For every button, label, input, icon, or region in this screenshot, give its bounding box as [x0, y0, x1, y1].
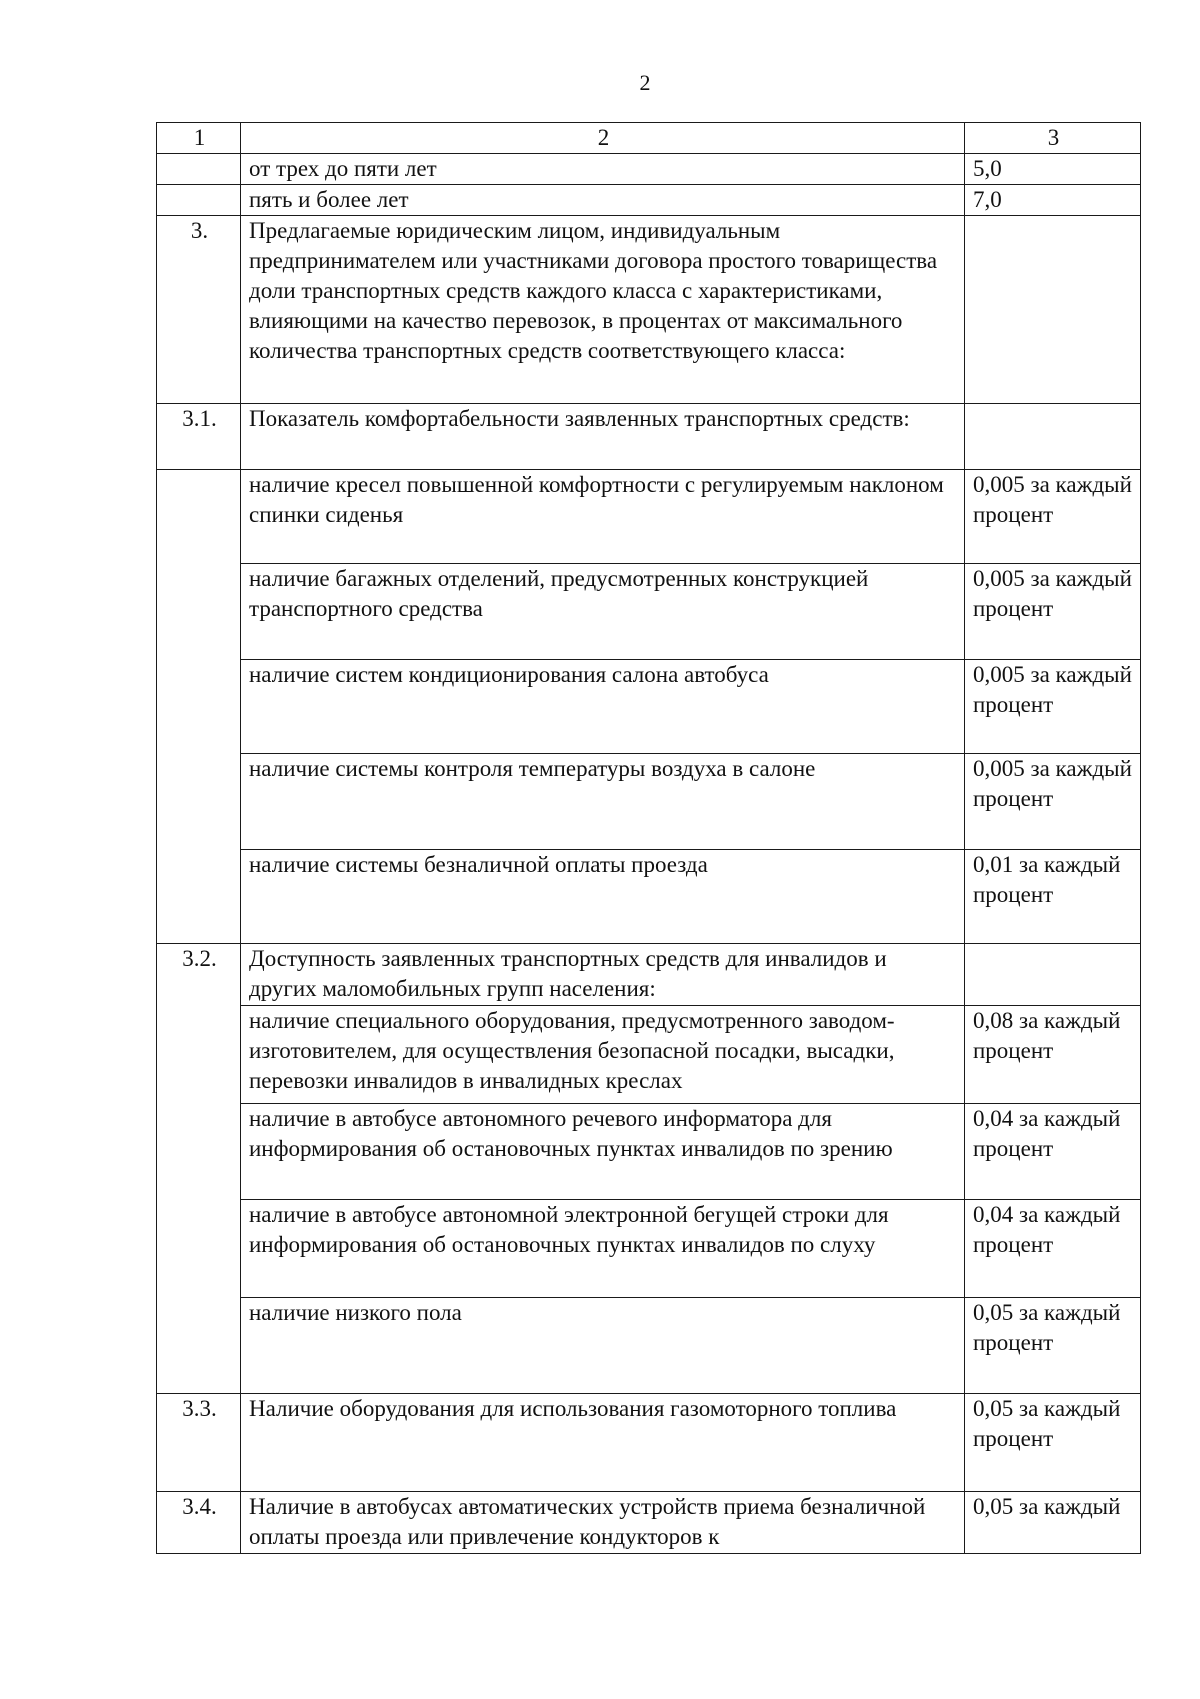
table-row: [157, 850, 1141, 944]
row-criterion: Предлагаемые юридическим лицом, индивидуальным предпринимателем или участниками договора простого товарищества доли транспортных средств каждого класса с характеристиками, влияющими на качество перевозок, в процентах от максимального количества транспортных средств соответствующего класса:: [241, 216, 965, 404]
row-value: [965, 404, 1141, 470]
row-value: [965, 216, 1141, 404]
row-criterion: наличие систем кондиционирования салона автобуса: [241, 660, 965, 754]
row-value: 0,04 за каждый процент: [965, 1104, 1141, 1200]
table-row: [157, 564, 1141, 660]
row-value: 0,05 за каждый процент: [965, 1394, 1141, 1492]
row-criterion: Доступность заявленных транспортных средств для инвалидов и других маломобильных групп населения:: [241, 944, 965, 1006]
table-header-row: [157, 123, 1141, 154]
row-value: 5,0: [965, 154, 1141, 185]
criteria-table: [156, 122, 1141, 1554]
row-criterion: от трех до пяти лет: [241, 154, 965, 185]
row-criterion: наличие в автобусе автономной электронной бегущей строки для информирования об остановочных пунктах инвалидов по слуху: [241, 1200, 965, 1298]
table-row: [157, 1104, 1141, 1200]
row-value: 0,005 за каждый процент: [965, 470, 1141, 564]
row-criterion: наличие системы контроля температуры воздуха в салоне: [241, 754, 965, 850]
row-criterion: Показатель комфортабельности заявленных транспортных средств:: [241, 404, 965, 470]
row-value: 7,0: [965, 185, 1141, 216]
table-row: [157, 660, 1141, 754]
column-header: 1: [157, 123, 241, 154]
table-row: [157, 404, 1141, 470]
table-row: [157, 944, 1141, 1006]
row-criterion: Наличие оборудования для использования газомоторного топлива: [241, 1394, 965, 1492]
row-value: 0,01 за каждый процент: [965, 850, 1141, 944]
row-value: [965, 944, 1141, 1006]
row-number: [157, 154, 241, 185]
table-row: [157, 1492, 1141, 1554]
row-value: 0,005 за каждый процент: [965, 660, 1141, 754]
table-row: [157, 1394, 1141, 1492]
row-value: 0,05 за каждый процент: [965, 1298, 1141, 1394]
column-header: 3: [965, 123, 1141, 154]
row-number: 3.1.: [157, 404, 241, 470]
table-row: [157, 1298, 1141, 1394]
row-number: 3.2.: [157, 944, 241, 1394]
row-criterion: наличие багажных отделений, предусмотренных конструкцией транспортного средства: [241, 564, 965, 660]
column-header: 2: [241, 123, 965, 154]
row-criterion: наличие кресел повышенной комфортности с регулируемым наклоном спинки сиденья: [241, 470, 965, 564]
row-number: [157, 470, 241, 944]
row-value: 0,005 за каждый процент: [965, 564, 1141, 660]
table-row: [157, 754, 1141, 850]
row-criterion: наличие специального оборудования, предусмотренного заводом-изготовителем, для осуществления безопасной посадки, высадки, перевозки инвалидов в инвалидных креслах: [241, 1006, 965, 1104]
table-row: [157, 1200, 1141, 1298]
row-number: 3.: [157, 216, 241, 404]
row-number: 3.3.: [157, 1394, 241, 1492]
table-row: [157, 185, 1141, 216]
row-value: 0,08 за каждый процент: [965, 1006, 1141, 1104]
row-number: 3.4.: [157, 1492, 241, 1554]
row-criterion: пять и более лет: [241, 185, 965, 216]
row-criterion: наличие системы безналичной оплаты проезда: [241, 850, 965, 944]
row-value: 0,05 за каждый: [965, 1492, 1141, 1554]
table-row: [157, 470, 1141, 564]
table-row: [157, 1006, 1141, 1104]
row-value: 0,04 за каждый процент: [965, 1200, 1141, 1298]
row-criterion: наличие в автобусе автономного речевого информатора для информирования об остановочных пунктах инвалидов по зрению: [241, 1104, 965, 1200]
row-criterion: наличие низкого пола: [241, 1298, 965, 1394]
row-value: 0,005 за каждый процент: [965, 754, 1141, 850]
table-row: [157, 154, 1141, 185]
row-number: [157, 185, 241, 216]
table-row: [157, 216, 1141, 404]
row-criterion: Наличие в автобусах автоматических устройств приема безналичной оплаты проезда или привлечение кондукторов к: [241, 1492, 965, 1554]
page-number: 2: [639, 70, 651, 95]
